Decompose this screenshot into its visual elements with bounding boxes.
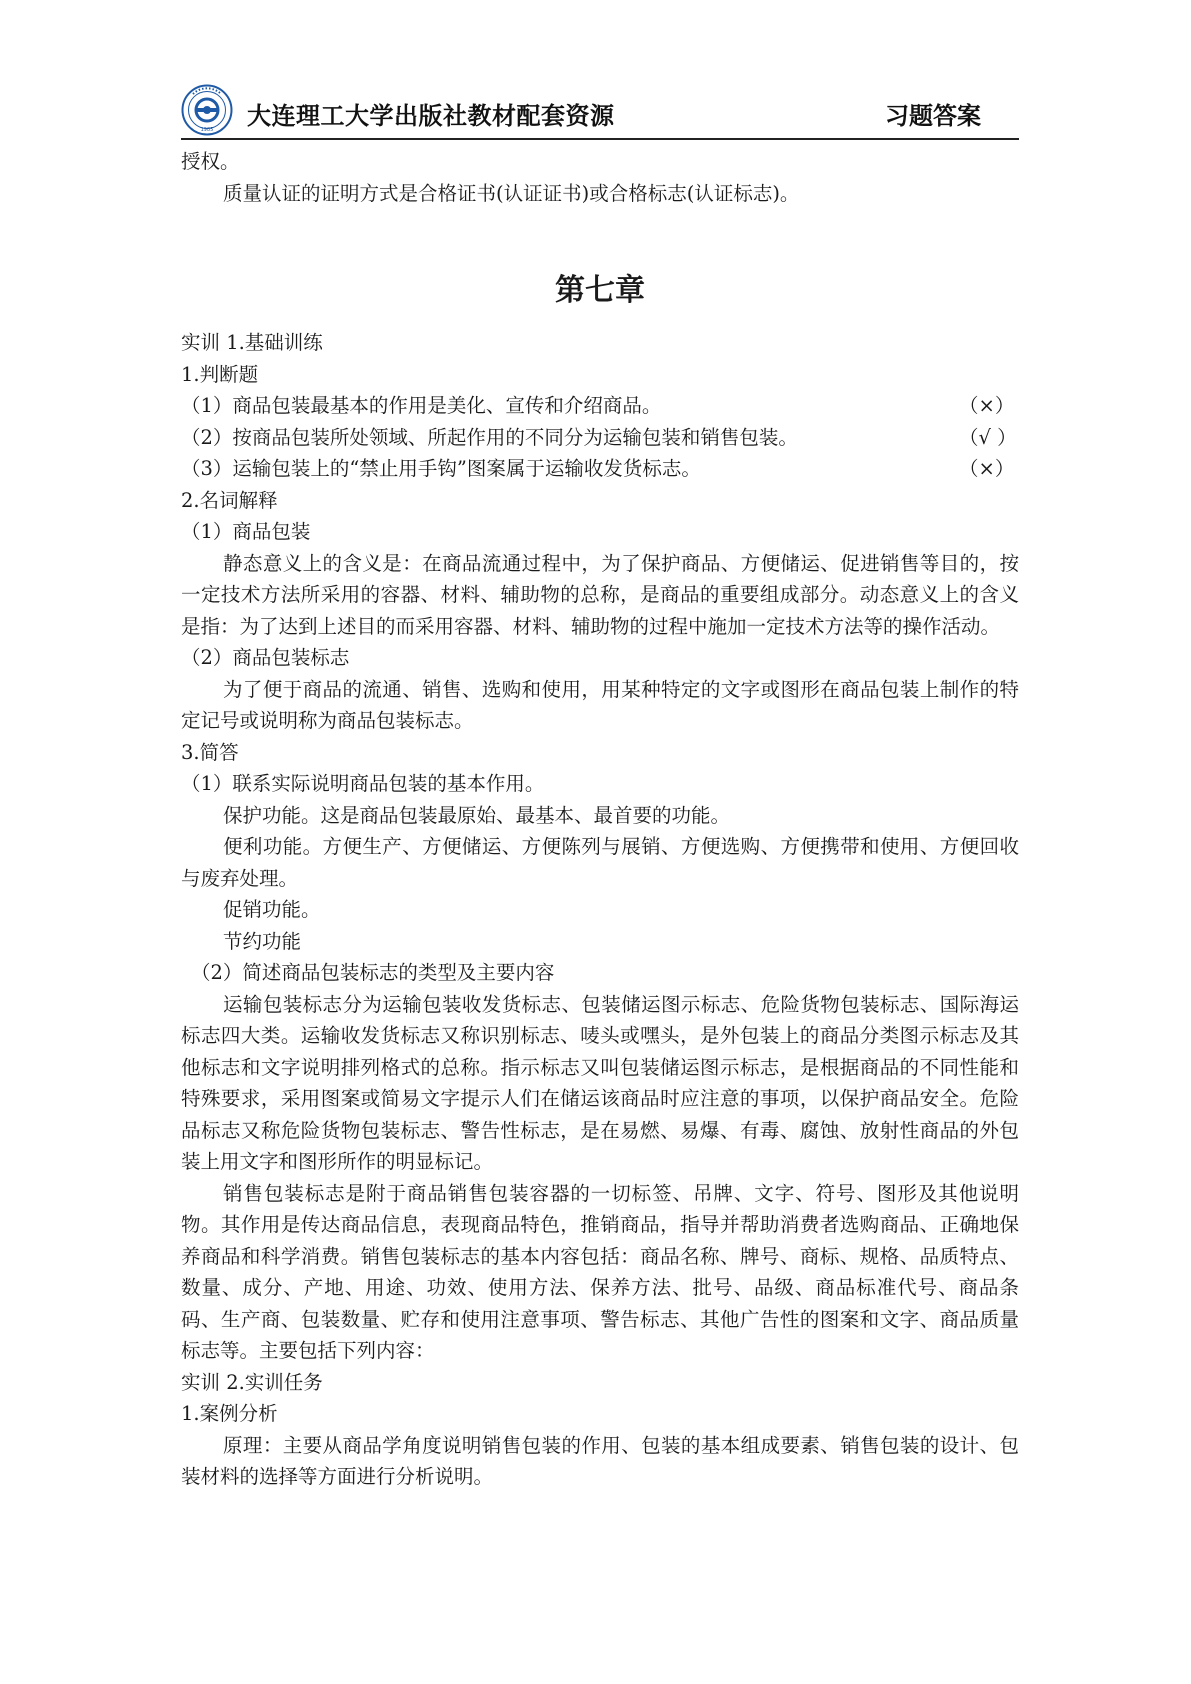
section-heading-1: 实训 1.基础训练 [181, 331, 323, 354]
page-header [181, 82, 1019, 142]
question-heading-terms: 2.名词解释 [181, 488, 278, 512]
judge-item [181, 390, 1019, 422]
header-title: 大连理工大学出版社教材配套资源 [247, 102, 615, 130]
short-answer-point: 节约功能 [223, 929, 302, 953]
short-answer-paragraph: 运输包装标志分为运输包装收发货标志、包装储运图示标志、危险货物包装标志、国际海运标志四大类。运输收发货标志又称识别标志、唛头或嘿头，是外包装上的商品分类图示标志及其他标志和文字说明排列格式的总称。指示标志又叫包装储运图示标志，是根据商品的不同性能和特殊要求，采用图案或简易文字提示人们在储运该商品时应注意的事项，以保护商品安全。危险品标志又称危险货物包装标志、警告性标志，是在易燃、易爆、有毒、腐蚀、放射性商品的外包装上用文字和图形所作的明显标记。 [181, 992, 1019, 1173]
judge-item [181, 453, 1019, 485]
short-answer-point: 促销功能。 [223, 898, 321, 921]
short-answer-point: 保护功能。这是商品包装最原始、最基本、最首要的功能。 [223, 803, 731, 827]
intro-line-1: 授权。 [181, 150, 240, 173]
judge-item-mark: （√ ） [959, 425, 1017, 449]
term-title-2: （2）商品包装标志 [181, 646, 350, 669]
judge-item [181, 422, 1019, 454]
judge-item-mark: （×） [959, 394, 1015, 417]
header-section-label: 习题答案 [885, 102, 981, 130]
term-title-1: （1）商品包装 [181, 520, 311, 543]
header-divider [181, 138, 1019, 140]
judge-item-text: （3）运输包装上的“禁止用手钩”图案属于运输收发货标志。 [181, 457, 701, 480]
case-analysis-paragraph: 原理：主要从商品学角度说明销售包装的作用、包装的基本组成要素、销售包装的设计、包装材料的选择等方面进行分析说明。 [181, 1433, 1019, 1488]
question-heading-judge: 1.判断题 [181, 362, 259, 386]
short-answer-title-1: （1）联系实际说明商品包装的基本作用。 [181, 772, 545, 795]
case-analysis-heading: 1.案例分析 [181, 1402, 278, 1425]
chapter-title: 第七章 [555, 273, 645, 308]
university-seal-icon [181, 84, 233, 136]
judge-item-text: （2）按商品包装所处领域、所起作用的不同分为运输包装和销售包装。 [181, 425, 798, 449]
term-definition-1: 静态意义上的含义是：在商品流通过程中，为了保护商品、方便储运、促进销售等目的，按一定技术方法所采用的容器、材料、辅助物的总称，是商品的重要组成部分。动态意义上的含义是指：为了达到上述目的而采用容器、材料、辅助物的过程中施加一定技术方法等的操作活动。 [181, 551, 1019, 638]
section-heading-2: 实训 2.实训任务 [181, 1370, 323, 1394]
short-answer-point: 便利功能。方便生产、方便储运、方便陈列与展销、方便选购、方便携带和使用、方便回收与废弃处理。 [181, 835, 1019, 890]
judge-item-mark: （×） [959, 457, 1015, 480]
term-definition-2: 为了便于商品的流通、销售、选购和使用，用某种特定的文字或图形在商品包装上制作的特定记号或说明称为商品包装标志。 [181, 677, 1019, 732]
seal-year: 1985 [200, 127, 214, 133]
short-answer-title-2: （2）简述商品包装标志的类型及主要内容 [191, 961, 555, 984]
question-heading-short-answer: 3.简答 [181, 740, 239, 764]
judge-item-text: （1）商品包装最基本的作用是美化、宣传和介绍商品。 [181, 394, 662, 417]
short-answer-paragraph: 销售包装标志是附于商品销售包装容器的一切标签、吊牌、文字、符号、图形及其他说明物。其作用是传达商品信息，表现商品特色，推销商品，指导并帮助消费者选购商品、正确地保养商品和科学消费。销售包装标志的基本内容包括：商品名称、牌号、商标、规格、品质特点、数量、成分、产地、用途、功效、使用方法、保养方法、批号、品级、商品标准代号、商品条码、生产商、包装数量、贮存和使用注意事项、警告标志、其他广告性的图案和文字、商品质量标志等。主要包括下列内容： [181, 1181, 1019, 1362]
intro-line-2: 质量认证的证明方式是合格证书(认证证书)或合格标志(认证标志)。 [223, 181, 800, 205]
document-body [181, 146, 1019, 1493]
